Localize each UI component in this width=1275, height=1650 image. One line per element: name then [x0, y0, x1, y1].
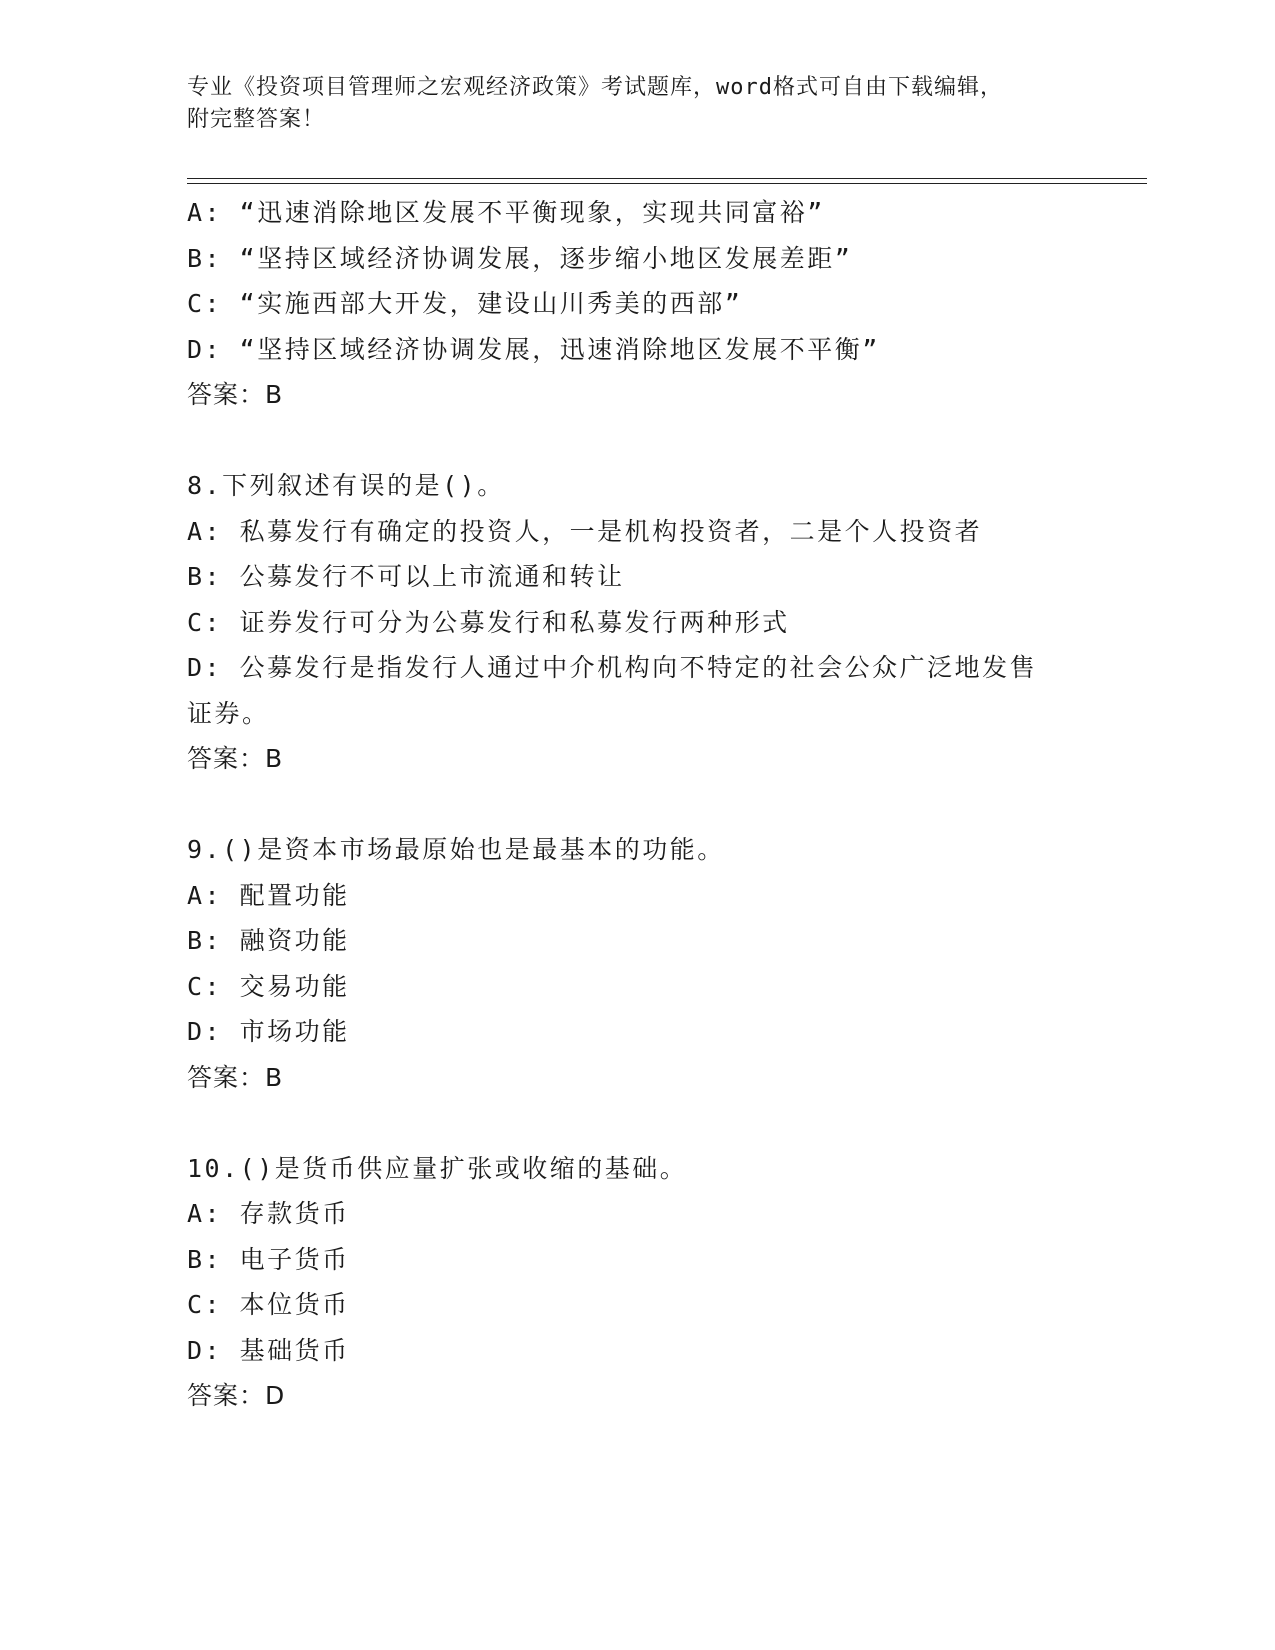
q9-answer: 答案：B	[187, 1062, 284, 1092]
question-10-block	[187, 1146, 1147, 1419]
q8-option-d: D: 公募发行是指发行人通过中介机构向不特定的社会公众广泛地发售	[187, 653, 1038, 682]
q8-option-a: A: 私募发行有确定的投资人，一是机构投资者，二是个人投资者	[187, 516, 983, 546]
q10-option-a: A: 存款货币	[187, 1199, 350, 1228]
header-line-1: 专业《投资项目管理师之宏观经济政策》考试题库，word格式可自由下载编辑，	[187, 75, 1003, 100]
q10-answer: 答案：D	[187, 1381, 286, 1410]
q8-stem: 8.下列叙述有误的是()。	[187, 471, 505, 500]
q9-option-b: B: 融资功能	[187, 926, 350, 955]
q7-option-b: B: “坚持区域经济协调发展，逐步缩小地区发展差距”	[187, 243, 853, 273]
q8-option-d-continued: 证券。	[187, 698, 270, 728]
document-header	[187, 72, 1087, 136]
q8-option-c: C: 证券发行可分为公募发行和私募发行两种形式	[187, 607, 790, 637]
q10-option-d: D: 基础货币	[187, 1335, 350, 1365]
q8-answer: 答案：B	[187, 744, 284, 773]
spacer	[187, 418, 1147, 464]
q9-option-c: C: 交易功能	[187, 971, 350, 1001]
question-8-block	[187, 463, 1147, 782]
spacer	[187, 1100, 1147, 1146]
q7-option-d: D: “坚持区域经济协调发展，迅速消除地区发展不平衡”	[187, 334, 880, 364]
q8-option-b: B: 公募发行不可以上市流通和转让	[187, 562, 625, 591]
question-7-block	[187, 190, 1147, 418]
q10-stem: 10.()是货币供应量扩张或收缩的基础。	[187, 1153, 688, 1183]
q10-option-c: C: 本位货币	[187, 1290, 350, 1319]
question-9-block	[187, 827, 1147, 1100]
q7-option-a: A: “迅速消除地区发展不平衡现象，实现共同富裕”	[187, 198, 825, 227]
q7-option-c: C: “实施西部大开发，建设山川秀美的西部”	[187, 289, 743, 318]
q9-option-a: A: 配置功能	[187, 880, 350, 910]
header-double-rule	[187, 178, 1147, 184]
header-line-2: 附完整答案！	[187, 107, 326, 132]
q10-option-b: B: 电子货币	[187, 1244, 350, 1274]
spacer	[187, 782, 1147, 828]
q9-stem: 9.()是资本市场最原始也是最基本的功能。	[187, 835, 725, 864]
q7-answer: 答案：B	[187, 380, 284, 409]
question-list	[187, 190, 1147, 1419]
q9-option-d: D: 市场功能	[187, 1017, 350, 1046]
